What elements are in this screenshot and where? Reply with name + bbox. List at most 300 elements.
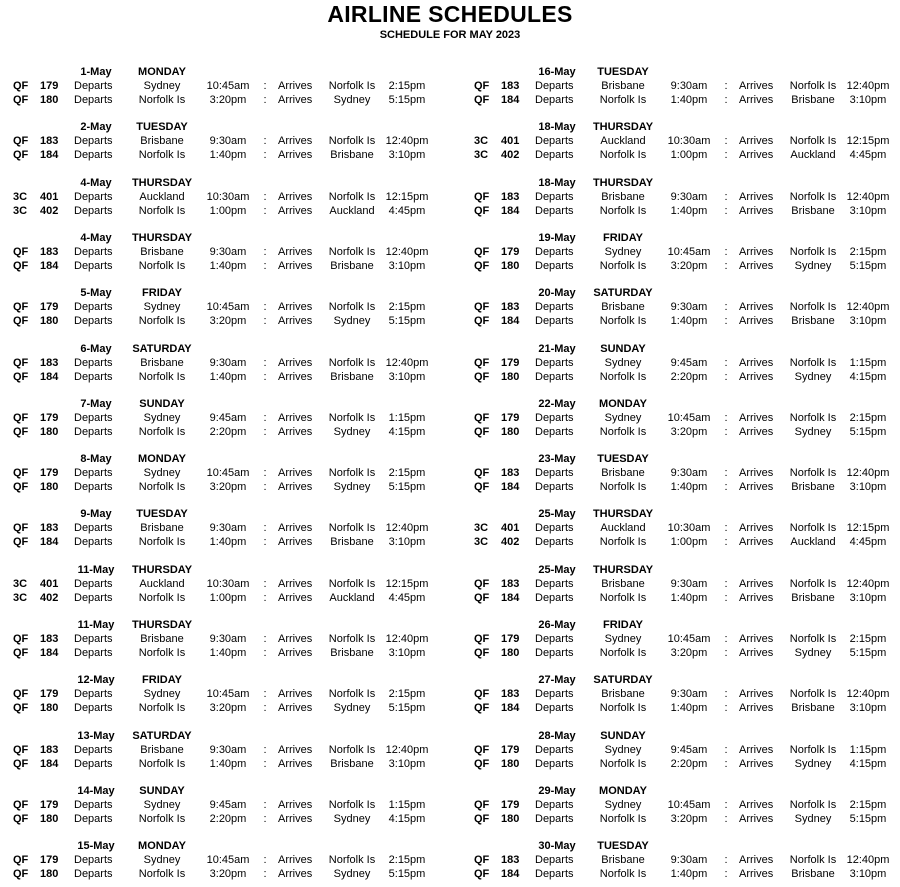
- origin: Norfolk Is: [599, 757, 647, 770]
- airline-code: 3C: [13, 204, 28, 217]
- arrival-time: 12:15pm: [846, 522, 890, 535]
- separator: :: [263, 190, 267, 203]
- destination: Norfolk Is: [789, 743, 837, 756]
- origin: Sydney: [143, 80, 181, 92]
- arrival-time: 12:40pm: [846, 301, 890, 314]
- day-header: [461, 673, 900, 687]
- day-header: [461, 729, 900, 743]
- flight-number: 184: [501, 315, 520, 328]
- arrival-time: 2:15pm: [388, 80, 426, 92]
- separator: :: [724, 868, 728, 881]
- flight-row: [461, 245, 900, 259]
- day-header: [461, 65, 900, 79]
- airline-code: QF: [474, 577, 490, 590]
- schedule-weekday: THURSDAY: [592, 563, 654, 576]
- departure-time: 3:20pm: [209, 481, 247, 494]
- arrival-time: 5:15pm: [388, 315, 426, 328]
- origin: Auckland: [139, 577, 185, 590]
- departs-label: Departs: [535, 702, 574, 715]
- flight-number: 183: [40, 356, 59, 369]
- departure-time: 10:30am: [206, 577, 250, 590]
- departs-label: Departs: [535, 301, 574, 314]
- origin: Norfolk Is: [138, 315, 186, 328]
- airline-code: QF: [13, 633, 29, 645]
- origin: Sydney: [143, 688, 181, 701]
- departs-label: Departs: [535, 80, 574, 92]
- arrival-time: 5:15pm: [388, 702, 426, 715]
- arrival-time: 12:40pm: [846, 577, 890, 590]
- departs-label: Departs: [535, 356, 574, 369]
- schedule-weekday: THURSDAY: [131, 231, 193, 244]
- airline-code: QF: [474, 301, 490, 314]
- origin: Brisbane: [601, 688, 645, 701]
- arrival-time: 5:15pm: [849, 647, 887, 659]
- day-header: [461, 618, 900, 632]
- airline-code: 3C: [474, 536, 489, 549]
- departure-time: 3:20pm: [209, 315, 247, 328]
- destination: Sydney: [794, 259, 832, 272]
- schedule-weekday: TUESDAY: [597, 453, 649, 466]
- origin: Norfolk Is: [138, 702, 186, 715]
- destination: Brisbane: [330, 259, 374, 272]
- flight-number: 179: [40, 798, 59, 811]
- destination: Norfolk Is: [328, 190, 376, 203]
- arrives-label: Arrives: [278, 411, 313, 424]
- schedule-day-block: [461, 563, 900, 607]
- flight-number: 183: [40, 135, 59, 148]
- departs-label: Departs: [535, 370, 574, 383]
- departure-time: 1:40pm: [209, 536, 247, 549]
- page-subtitle: SCHEDULE FOR MAY 2023: [379, 29, 521, 41]
- airline-code: 3C: [474, 149, 489, 162]
- airline-code: QF: [13, 135, 29, 148]
- origin: Sydney: [143, 854, 181, 867]
- departure-time: 9:30am: [670, 688, 708, 701]
- departs-label: Departs: [74, 94, 113, 106]
- separator: :: [263, 798, 267, 811]
- origin: Norfolk Is: [138, 370, 186, 383]
- separator: :: [724, 135, 728, 148]
- departure-time: 9:45am: [670, 356, 708, 369]
- departs-label: Departs: [74, 647, 113, 659]
- destination: Norfolk Is: [789, 411, 837, 424]
- separator: :: [263, 94, 267, 106]
- destination: Norfolk Is: [789, 633, 837, 645]
- destination: Sydney: [333, 425, 371, 438]
- destination: Norfolk Is: [328, 688, 376, 701]
- airline-code: QF: [13, 647, 29, 659]
- schedule-date: 26-May: [538, 619, 576, 631]
- departure-time: 1:40pm: [209, 149, 247, 162]
- airline-code: QF: [474, 591, 490, 604]
- departs-label: Departs: [535, 411, 574, 424]
- airline-code: QF: [13, 757, 29, 770]
- arrives-label: Arrives: [739, 854, 774, 867]
- schedule-date: 21-May: [538, 342, 576, 355]
- flight-number: 179: [40, 854, 59, 867]
- separator: :: [724, 245, 728, 258]
- flight-number: 180: [501, 757, 520, 770]
- flight-number: 184: [40, 757, 59, 770]
- arrives-label: Arrives: [739, 633, 774, 645]
- schedule-date: 4-May: [80, 231, 112, 244]
- arrival-time: 12:40pm: [846, 80, 890, 92]
- arrival-time: 12:40pm: [385, 633, 429, 645]
- schedule-day-block: [461, 342, 900, 386]
- arrives-label: Arrives: [739, 757, 774, 770]
- flight-number: 184: [501, 94, 520, 106]
- origin: Brisbane: [601, 467, 645, 480]
- arrives-label: Arrives: [739, 259, 774, 272]
- arrives-label: Arrives: [739, 94, 774, 106]
- arrival-time: 1:15pm: [849, 356, 887, 369]
- destination: Norfolk Is: [328, 356, 376, 369]
- destination: Brisbane: [791, 204, 835, 217]
- day-header: [461, 839, 900, 853]
- origin: Auckland: [139, 190, 185, 203]
- origin: Norfolk Is: [138, 481, 186, 494]
- flight-row: [461, 646, 900, 660]
- departs-label: Departs: [74, 481, 113, 494]
- flight-number: 184: [501, 204, 520, 217]
- arrives-label: Arrives: [739, 798, 774, 811]
- flight-number: 180: [501, 812, 520, 825]
- departs-label: Departs: [74, 135, 113, 148]
- destination: Norfolk Is: [328, 411, 376, 424]
- origin: Norfolk Is: [138, 425, 186, 438]
- arrival-time: 12:40pm: [385, 522, 429, 535]
- origin: Norfolk Is: [599, 868, 647, 881]
- departure-time: 3:20pm: [670, 425, 708, 438]
- origin: Norfolk Is: [138, 536, 186, 549]
- departure-time: 3:20pm: [209, 868, 247, 881]
- flight-number: 184: [40, 370, 59, 383]
- separator: :: [724, 633, 728, 645]
- flight-row: [461, 79, 900, 93]
- destination: Norfolk Is: [789, 135, 837, 148]
- separator: :: [724, 425, 728, 438]
- separator: :: [724, 577, 728, 590]
- departure-time: 9:30am: [209, 135, 247, 148]
- day-header: [461, 231, 900, 245]
- separator: :: [724, 591, 728, 604]
- departs-label: Departs: [535, 149, 574, 162]
- separator: :: [724, 204, 728, 217]
- airline-code: QF: [13, 370, 29, 383]
- separator: :: [263, 356, 267, 369]
- airline-code: QF: [474, 370, 490, 383]
- departure-time: 1:40pm: [209, 647, 247, 659]
- departs-label: Departs: [535, 868, 574, 881]
- departs-label: Departs: [535, 135, 574, 148]
- schedule-weekday: SUNDAY: [139, 784, 185, 797]
- flight-number: 401: [501, 135, 520, 148]
- arrival-time: 3:10pm: [849, 94, 887, 106]
- departure-time: 10:45am: [667, 245, 711, 258]
- flight-number: 179: [40, 467, 59, 480]
- schedule-weekday: TUESDAY: [597, 840, 649, 853]
- flight-number: 184: [501, 702, 520, 715]
- departure-time: 9:30am: [670, 301, 708, 314]
- schedule-date: 6-May: [80, 342, 112, 355]
- arrives-label: Arrives: [739, 522, 774, 535]
- destination: Norfolk Is: [789, 245, 837, 258]
- origin: Norfolk Is: [599, 259, 647, 272]
- departure-time: 9:30am: [209, 245, 247, 258]
- origin: Sydney: [604, 743, 642, 756]
- arrival-time: 3:10pm: [388, 536, 426, 549]
- airline-code: QF: [13, 798, 29, 811]
- airline-code: QF: [13, 149, 29, 162]
- arrives-label: Arrives: [739, 204, 774, 217]
- departure-time: 9:30am: [209, 522, 247, 535]
- airline-code: 3C: [13, 190, 28, 203]
- flight-number: 183: [501, 467, 520, 480]
- schedule-date: 15-May: [77, 840, 115, 853]
- arrival-time: 4:45pm: [849, 149, 887, 162]
- origin: Norfolk Is: [599, 647, 647, 659]
- day-header: [461, 120, 900, 134]
- separator: :: [263, 591, 267, 604]
- airline-code: QF: [474, 812, 490, 825]
- separator: :: [724, 854, 728, 867]
- arrives-label: Arrives: [278, 798, 313, 811]
- destination: Norfolk Is: [328, 798, 376, 811]
- origin: Sydney: [604, 356, 642, 369]
- origin: Norfolk Is: [138, 647, 186, 659]
- separator: :: [263, 633, 267, 645]
- flight-row: [461, 687, 900, 701]
- departs-label: Departs: [535, 688, 574, 701]
- departure-time: 1:40pm: [209, 259, 247, 272]
- separator: :: [724, 259, 728, 272]
- flight-row: [461, 148, 900, 162]
- arrives-label: Arrives: [278, 301, 313, 314]
- separator: :: [263, 204, 267, 217]
- departs-label: Departs: [535, 798, 574, 811]
- arrival-time: 3:10pm: [849, 591, 887, 604]
- flight-row: [461, 480, 900, 494]
- origin: Brisbane: [601, 301, 645, 314]
- separator: :: [724, 812, 728, 825]
- airline-code: QF: [474, 80, 490, 92]
- separator: :: [724, 94, 728, 106]
- arrives-label: Arrives: [739, 190, 774, 203]
- origin: Norfolk Is: [599, 536, 647, 549]
- departs-label: Departs: [535, 854, 574, 867]
- departs-label: Departs: [535, 425, 574, 438]
- destination: Norfolk Is: [328, 245, 376, 258]
- schedule-date: 25-May: [538, 563, 576, 576]
- arrival-time: 2:15pm: [388, 688, 426, 701]
- origin: Norfolk Is: [138, 204, 186, 217]
- destination: Norfolk Is: [789, 356, 837, 369]
- arrival-time: 4:45pm: [388, 591, 426, 604]
- airline-code: QF: [474, 481, 490, 494]
- schedule-weekday: THURSDAY: [592, 176, 654, 189]
- arrives-label: Arrives: [278, 633, 313, 645]
- airline-code: QF: [13, 743, 29, 756]
- departs-label: Departs: [74, 757, 113, 770]
- separator: :: [724, 647, 728, 659]
- destination: Sydney: [333, 94, 371, 106]
- arrives-label: Arrives: [739, 425, 774, 438]
- schedule-day-block: [461, 120, 900, 164]
- airline-code: QF: [13, 259, 29, 272]
- origin: Norfolk Is: [599, 94, 647, 106]
- separator: :: [263, 536, 267, 549]
- flight-number: 180: [501, 425, 520, 438]
- destination: Auckland: [790, 536, 836, 549]
- separator: :: [724, 80, 728, 92]
- schedule-weekday: FRIDAY: [142, 674, 182, 687]
- airline-code: QF: [474, 315, 490, 328]
- arrives-label: Arrives: [739, 149, 774, 162]
- arrival-time: 3:10pm: [849, 481, 887, 494]
- schedule-date: 4-May: [80, 176, 112, 189]
- origin: Norfolk Is: [138, 757, 186, 770]
- arrival-time: 3:10pm: [388, 259, 426, 272]
- arrival-time: 5:15pm: [849, 425, 887, 438]
- departure-time: 9:30am: [670, 854, 708, 867]
- destination: Norfolk Is: [328, 633, 376, 645]
- flight-number: 183: [40, 522, 59, 535]
- arrival-time: 12:40pm: [385, 356, 429, 369]
- separator: :: [263, 370, 267, 383]
- arrival-time: 4:15pm: [388, 812, 426, 825]
- schedule-date: 18-May: [538, 176, 576, 189]
- destination: Norfolk Is: [789, 190, 837, 203]
- arrival-time: 12:40pm: [846, 467, 890, 480]
- departs-label: Departs: [535, 577, 574, 590]
- flight-number: 402: [501, 149, 520, 162]
- separator: :: [263, 135, 267, 148]
- separator: :: [724, 370, 728, 383]
- destination: Sydney: [794, 647, 832, 659]
- origin: Sydney: [604, 633, 642, 645]
- day-header: [461, 784, 900, 798]
- flight-row: [461, 853, 900, 867]
- flight-row: [461, 757, 900, 771]
- origin: Norfolk Is: [138, 868, 186, 881]
- departure-time: 10:45am: [667, 411, 711, 424]
- arrival-time: 3:10pm: [388, 647, 426, 659]
- flight-row: [461, 93, 900, 107]
- destination: Auckland: [790, 149, 836, 162]
- destination: Brisbane: [330, 757, 374, 770]
- departure-time: 1:00pm: [670, 149, 708, 162]
- origin: Brisbane: [601, 854, 645, 867]
- day-header: [461, 563, 900, 577]
- destination: Sydney: [794, 370, 832, 383]
- departure-time: 10:45am: [667, 633, 711, 645]
- arrives-label: Arrives: [739, 577, 774, 590]
- departure-time: 1:40pm: [670, 868, 708, 881]
- departure-time: 10:45am: [206, 467, 250, 480]
- flight-number: 179: [501, 356, 520, 369]
- flight-number: 179: [501, 798, 520, 811]
- departs-label: Departs: [535, 591, 574, 604]
- departs-label: Departs: [535, 259, 574, 272]
- airline-code: QF: [474, 868, 490, 881]
- separator: :: [263, 80, 267, 92]
- separator: :: [724, 356, 728, 369]
- flight-row: [461, 798, 900, 812]
- airline-code: QF: [13, 812, 29, 825]
- origin: Sydney: [604, 245, 642, 258]
- arrival-time: 5:15pm: [388, 481, 426, 494]
- flight-row: [461, 300, 900, 314]
- departs-label: Departs: [74, 688, 113, 701]
- origin: Norfolk Is: [599, 315, 647, 328]
- departure-time: 1:40pm: [670, 702, 708, 715]
- schedule-weekday: FRIDAY: [603, 619, 643, 631]
- schedule-day-block: [461, 397, 900, 441]
- schedule-weekday: SATURDAY: [593, 674, 653, 687]
- destination: Norfolk Is: [789, 577, 837, 590]
- flight-number: 183: [501, 301, 520, 314]
- origin: Norfolk Is: [599, 702, 647, 715]
- departs-label: Departs: [535, 536, 574, 549]
- separator: :: [724, 467, 728, 480]
- schedule-date: 20-May: [538, 287, 576, 300]
- separator: :: [724, 149, 728, 162]
- origin: Brisbane: [601, 577, 645, 590]
- departs-label: Departs: [74, 315, 113, 328]
- airline-code: QF: [474, 190, 490, 203]
- arrives-label: Arrives: [278, 149, 313, 162]
- schedule-date: 14-May: [77, 784, 115, 797]
- schedule-date: 2-May: [80, 121, 112, 134]
- flight-number: 179: [40, 301, 59, 314]
- flight-number: 184: [501, 481, 520, 494]
- flight-number: 180: [40, 315, 59, 328]
- airline-code: QF: [13, 688, 29, 701]
- departure-time: 3:20pm: [670, 259, 708, 272]
- departure-time: 3:20pm: [670, 812, 708, 825]
- flight-number: 180: [501, 647, 520, 659]
- arrives-label: Arrives: [278, 315, 313, 328]
- arrives-label: Arrives: [739, 370, 774, 383]
- arrival-time: 12:40pm: [846, 190, 890, 203]
- departs-label: Departs: [535, 522, 574, 535]
- schedule-weekday: SUNDAY: [600, 729, 646, 742]
- separator: :: [724, 536, 728, 549]
- airline-code: 3C: [474, 135, 489, 148]
- destination: Norfolk Is: [328, 522, 376, 535]
- destination: Auckland: [329, 204, 375, 217]
- destination: Norfolk Is: [789, 798, 837, 811]
- schedule-weekday: MONDAY: [138, 66, 186, 78]
- arrives-label: Arrives: [278, 757, 313, 770]
- schedule-date: 11-May: [77, 619, 115, 631]
- departure-time: 10:45am: [206, 688, 250, 701]
- separator: :: [724, 190, 728, 203]
- flight-number: 184: [40, 647, 59, 659]
- flight-row: [461, 370, 900, 384]
- arrives-label: Arrives: [739, 315, 774, 328]
- destination: Norfolk Is: [789, 522, 837, 535]
- separator: :: [263, 688, 267, 701]
- flight-row: [461, 521, 900, 535]
- airline-code: QF: [474, 356, 490, 369]
- airline-code: QF: [13, 522, 29, 535]
- airline-code: QF: [13, 356, 29, 369]
- schedule-weekday: FRIDAY: [603, 231, 643, 244]
- arrives-label: Arrives: [739, 80, 774, 92]
- schedule-date: 28-May: [538, 729, 576, 742]
- arrival-time: 12:15pm: [385, 190, 429, 203]
